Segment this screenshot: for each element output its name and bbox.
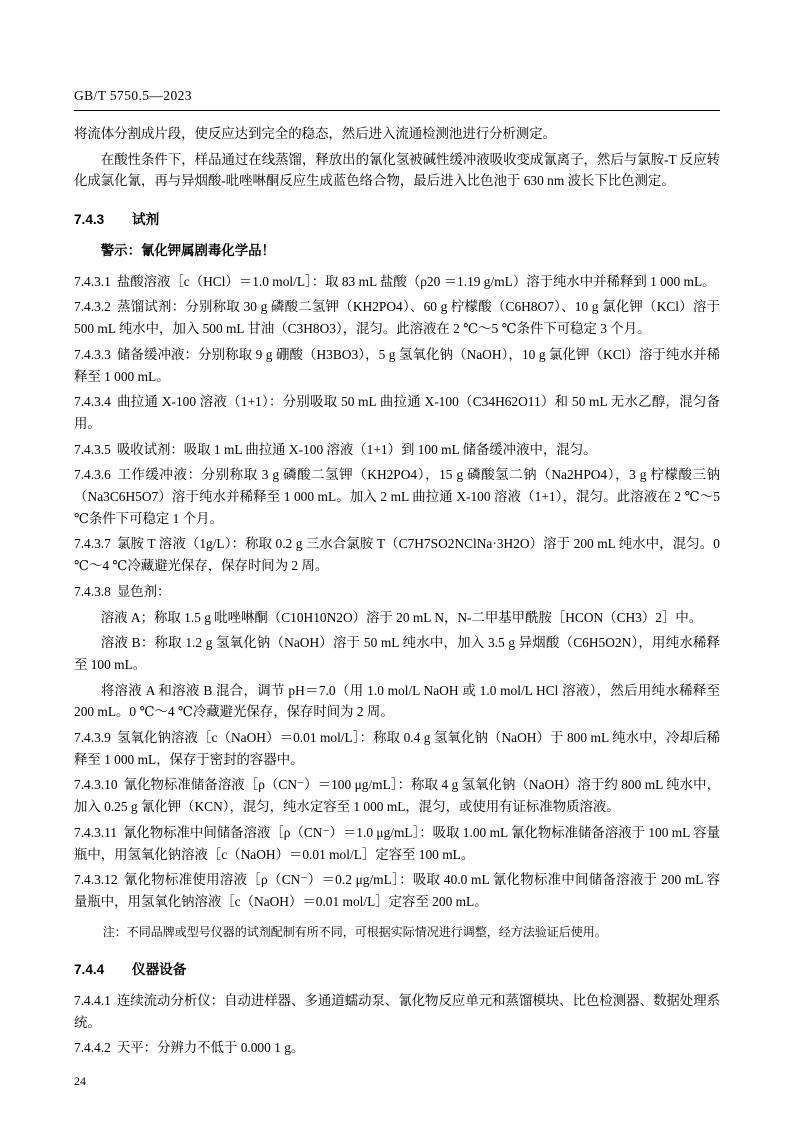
item-number: 7.4.3.5 [74,441,111,457]
reagent-item [74,391,720,434]
reagent-note: 注：不同品牌或型号仪器的试剂配制有所不同，可根据实际情况进行调整，经方法验证后使用。 [102,924,607,939]
item-number: 7.4.3.9 [74,730,111,746]
reagent-item-colorizer [74,581,720,603]
item-text: 氢氧化钠溶液［c（NaOH）＝0.01 mol/L］：称取 0.4 g 氢氧化钠（NaOH）于 800 mL 纯水中，冷却后稀释至 1 000 mL，保存于密封的容器中。 [74,730,720,767]
equipment-item [74,1037,720,1059]
equipment-item [74,990,720,1033]
item-number: 7.4.3.10 [74,777,118,793]
page-number: 24 [74,1074,86,1088]
item-text: 氰化物标准储备溶液［ρ（CN⁻）＝100 μg/mL］：称取 4 g 氢氧化钠（NaOH）溶于约 800 mL 纯水中，加入 0.25 g 氰化钾（KCN），混匀，纯水定容至 1 000 mL，混匀，或使用有证标准物质溶液。 [74,777,720,815]
section-heading-743 [74,208,720,228]
item-number: 7.4.4.2 [74,1040,111,1056]
reagent-item [74,774,720,817]
item-text: 曲拉通 X-100 溶液（1+1）：分别吸取 50 mL 曲拉通 X-100（C34H62O11）和 50 mL 无水乙醇，混匀备用。 [74,394,720,431]
intro-paragraph-2: 在酸性条件下，样品通过在线蒸馏，释放出的氰化氢被碱性缓冲液吸收变成氰离子，然后与氯胺-T 反应转化成氯化氰，再与异烟酸-吡唑啉酮反应生成蓝色络合物，最后进入比色池于 630 nm 波长下比色测定。 [74,152,720,189]
item-text: 氯胺 T 溶液（1g/L）：称取 0.2 g 三水合氯胺 T（C7H7SO2NClNa·3H2O）溶于 200 mL 纯水中，混匀。0 ℃～4 ℃冷藏避光保存，保存时间为 2 周。 [74,536,720,574]
item-number: 7.4.3.4 [74,394,111,410]
reagent-item [74,271,720,293]
item-text: 蒸馏试剂：分别称取 30 g 磷酸二氢钾（KH2PO4）、60 g 柠檬酸（C6H8O7）、10 g 氯化钾（KCl）溶于 500 mL 纯水中，加入 500 mL 甘油（C3H8O3），混匀。此溶液在 2 ℃～5 ℃条件下可稳定 3 个月。 [74,299,720,337]
section-title-744: 仪器设备 [132,961,187,977]
item-text: 吸收试剂：吸取 1 mL 曲拉通 X-100 溶液（1+1）到 100 mL 储备缓冲液中，混匀。 [116,441,597,457]
item-number: 7.4.3.3 [74,346,111,362]
page-header: GB/T 5750.5—2023 [74,88,192,103]
colorizer-solution-b: 溶液 B：称取 1.2 g 氢氧化钠（NaOH）溶于 50 mL 纯水中，加入 3.5 g 异烟酸（C6H5O2N），用纯水稀释至 100 mL。 [74,635,720,672]
item-number: 7.4.3.11 [74,824,118,840]
reagent-item [74,439,720,461]
item-number: 7.4.3.2 [74,299,111,315]
item-text: 显色剂： [116,583,171,599]
item-text: 储备缓冲液：分别称取 9 g 硼酸（H3BO3），5 g 氢氧化钠（NaOH），10 g 氯化钾（KCl）溶于纯水并稀释至 1 000 mL。 [74,346,720,384]
item-text: 工作缓冲液：分别称取 3 g 磷酸二氢钾（KH2PO4），15 g 磷酸氢二钠（Na2HPO4），3 g 柠檬酸三钠（Na3C6H5O7）溶于纯水并稀释至 1 000 mL。加入 2 mL 曲拉通 X-100 溶液（1+1），混匀。此溶液在 2 ℃～5 ℃条件下可稳定 1 个月。 [74,467,720,526]
reagent-item [74,296,720,339]
item-text: 氰化物标准中间储备溶液［ρ（CN⁻）＝1.0 μg/mL］：吸取 1.00 mL 氰化物标准储备溶液于 100 mL 容量瓶中，用氢氧化钠溶液［c（NaOH）＝0.01 mol/L］定容至 100 mL。 [74,824,720,862]
item-text: 连续流动分析仪：自动进样器、多通道蠕动泵、氰化物反应单元和蒸馏模块、比色检测器、数据处理系统。 [74,992,720,1030]
section-number-744: 7.4.4 [74,961,105,977]
item-number: 7.4.3.12 [74,872,118,888]
header-divider [74,110,720,111]
warning-text: 警示：氰化钾属剧毒化学品！ [100,242,275,258]
item-number: 7.4.3.1 [74,273,111,289]
reagent-item [74,464,720,529]
item-text: 氰化物标准使用溶液［ρ（CN⁻）＝0.2 μg/mL］：吸取 40.0 mL 氰化物标准中间储备溶液于 200 mL 容量瓶中，用氢氧化钠溶液［c（NaOH）＝0.01 mol/L］定容至 200 mL。 [74,872,720,909]
colorizer-solution-a: 溶液 A；称取 1.5 g 吡唑啉酮（C10H10N2O）溶于 20 mL N，N-二甲基甲酰胺［HCON（CH3）2］中。 [100,609,703,625]
intro-paragraph-1: 将流体分割成片段，使反应达到完全的稳态，然后进入流通检测池进行分析测定。 [74,126,557,141]
section-number-743: 7.4.3 [74,211,105,227]
section-heading-744 [74,958,720,978]
item-number: 7.4.3.6 [74,467,111,483]
reagent-item [74,533,720,576]
item-number: 7.4.3.8 [74,583,111,599]
item-text: 天平：分辨力不低于 0.000 1 g。 [116,1040,305,1056]
item-text: 盐酸溶液［c（HCl）＝1.0 mol/L］：取 83 mL 盐酸（ρ20 ＝1.19 g/mL）溶于纯水中并稀释到 1 000 mL。 [116,273,716,289]
item-number: 7.4.4.1 [74,992,111,1008]
reagent-item [74,822,720,865]
colorizer-mix: 将溶液 A 和溶液 B 混合，调节 pH＝7.0（用 1.0 mol/L NaOH 或 1.0 mol/L HCl 溶液），然后用纯水稀释至 200 mL。0 ℃～4 ℃冷藏避光保存，保存时间为 2 周。 [74,682,720,720]
section-title-743: 试剂 [132,211,160,227]
reagent-item [74,727,720,770]
reagent-item [74,344,720,387]
item-number: 7.4.3.7 [74,536,111,552]
reagent-item [74,869,720,912]
